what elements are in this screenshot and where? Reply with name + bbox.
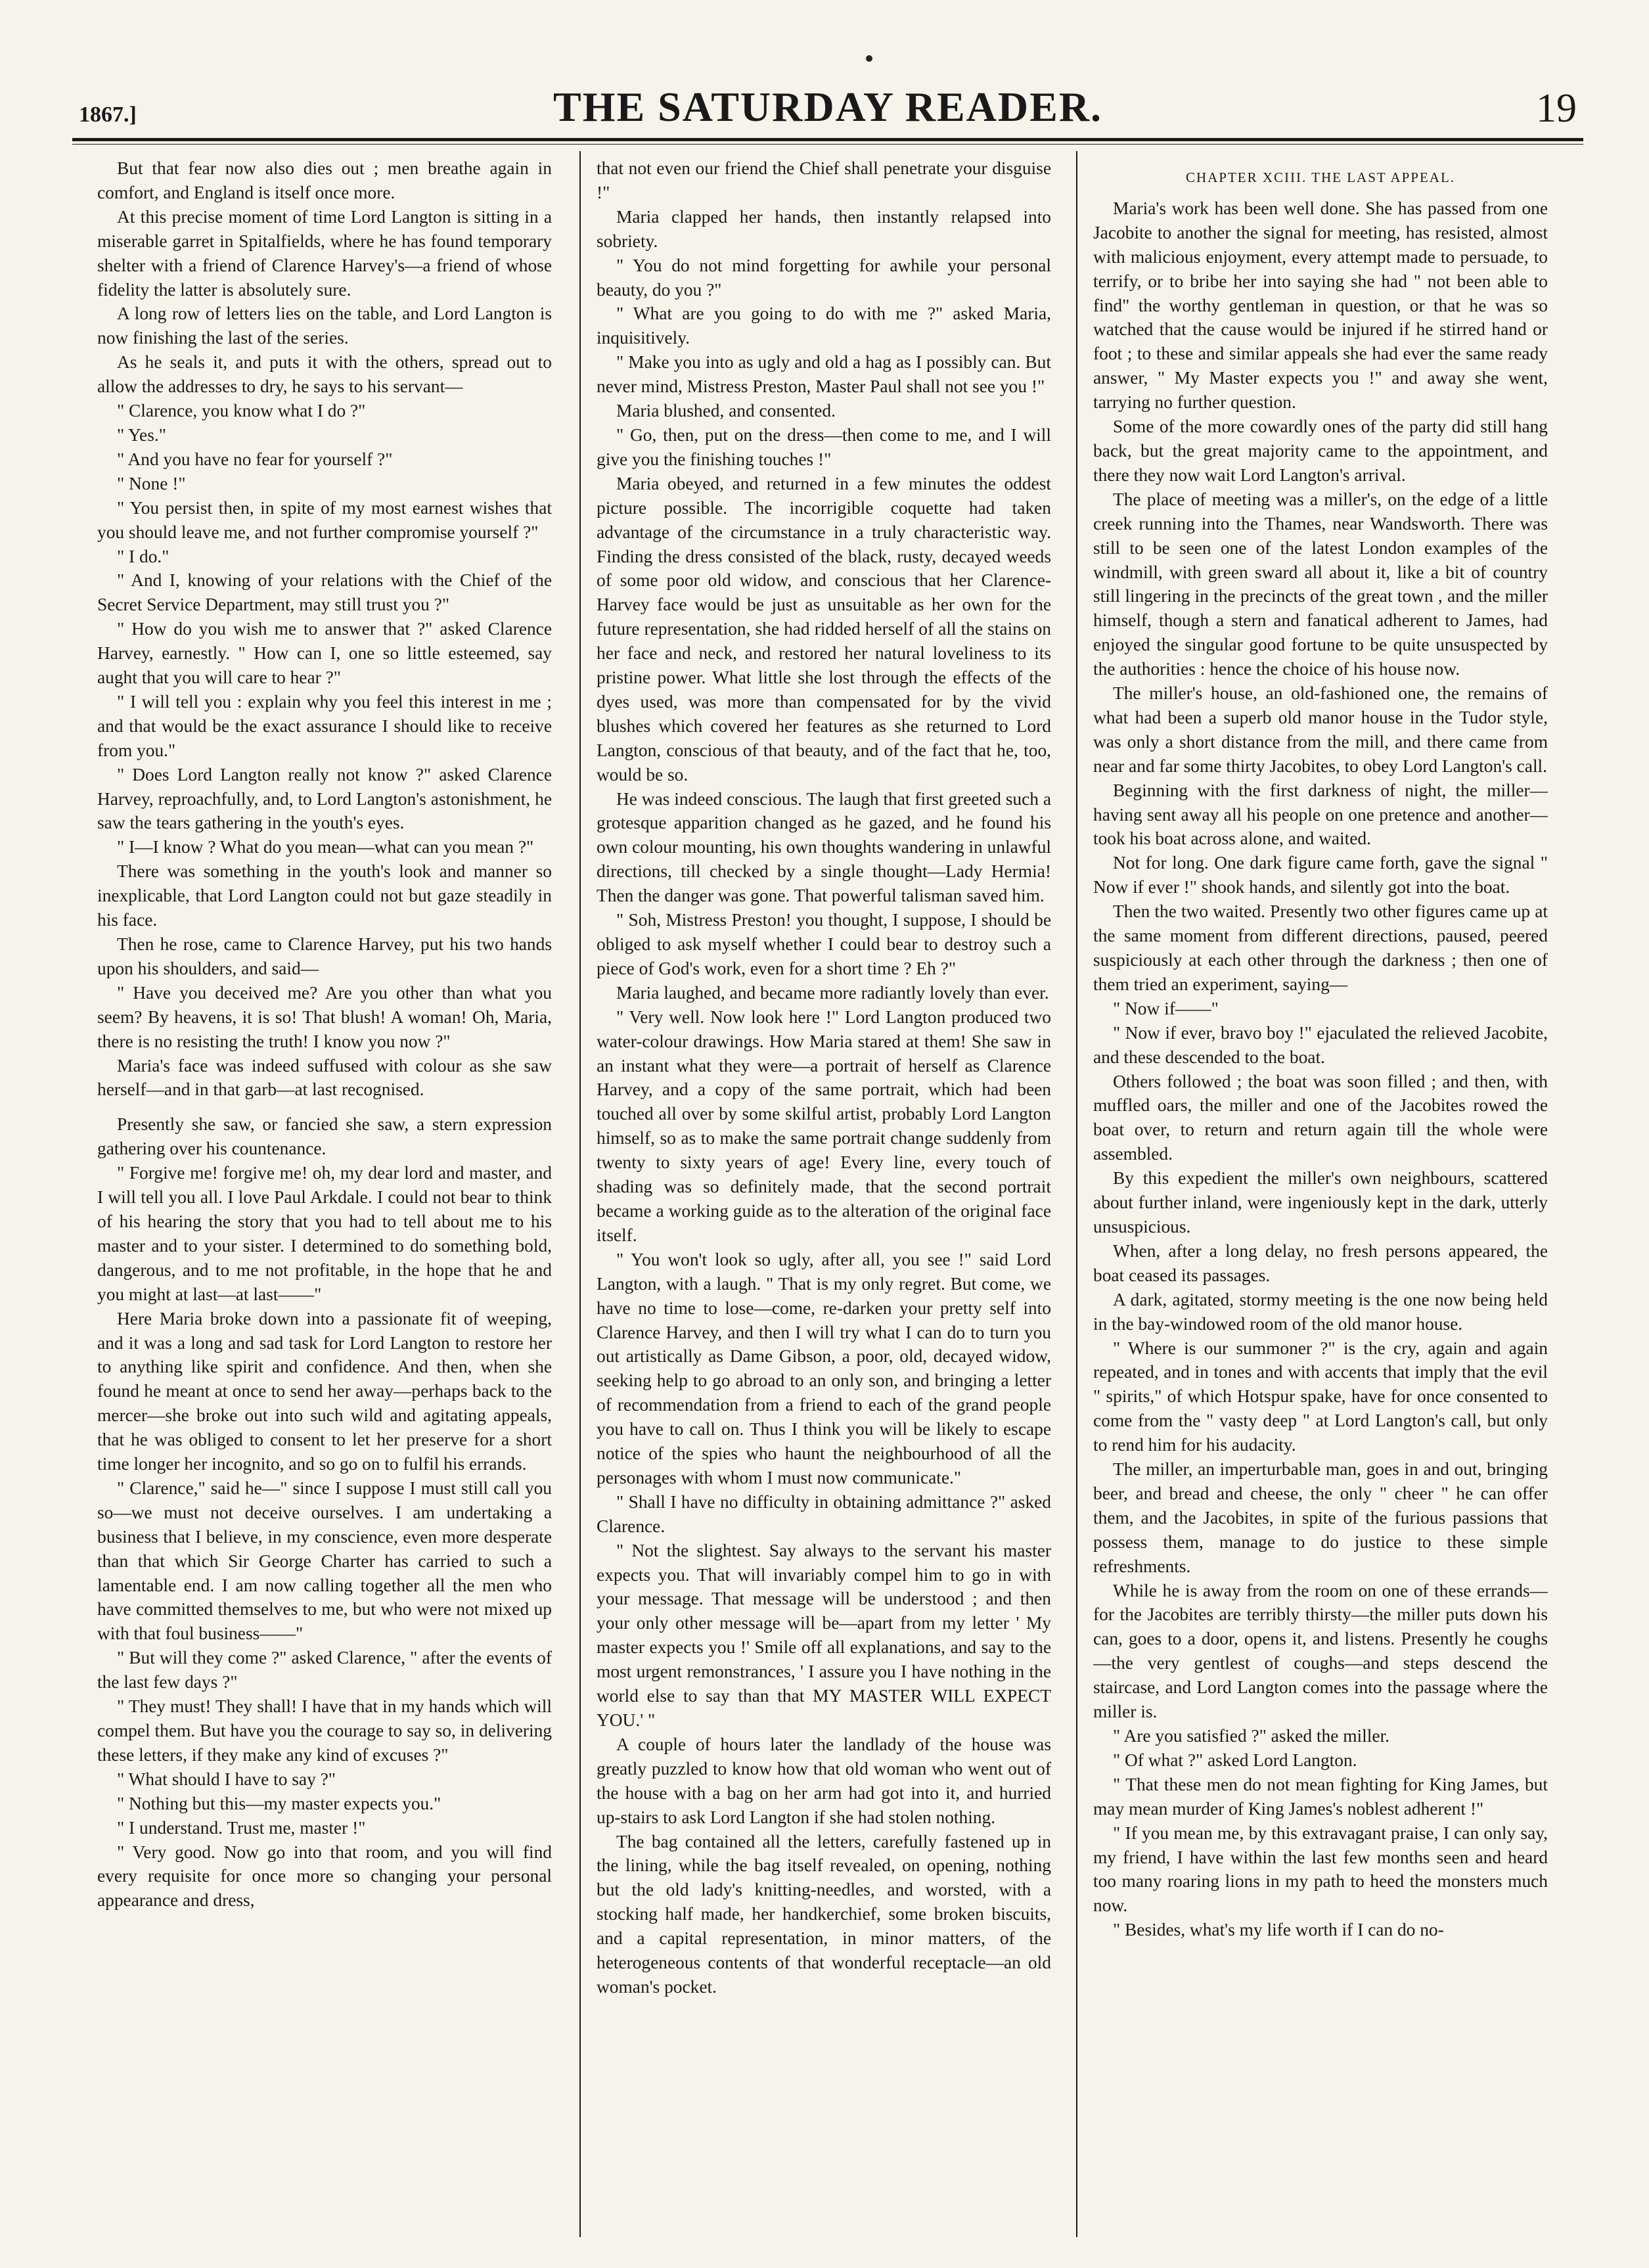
chapter-heading: CHAPTER XCIII. THE LAST APPEAL.: [1185, 170, 1456, 185]
paragraph: Maria's work has been well done. She has passed from one Jacobite to another the signal for meeting, has resisted, almost with malicious enjoyment, every attempt made to persuade, to terrify, or to bribe her into saying she had " not been able to find" the worthy gentleman in question, or that he was so watched that the cause would be injured if he stirred hand or foot ; to these and similar appeals she had ever the same ready answer, " My Master expects you !" and away she went, tarrying no further question.: [1093, 198, 1548, 413]
paragraph: Maria blushed, and consented.: [616, 401, 836, 421]
paragraph: " But will they come ?" asked Clarence, " after the events of the last few days ?": [97, 1648, 552, 1692]
paragraph: He was indeed conscious. The laugh that first greeted such a grotesque apparition changed as he gazed, and he found his own colour mounting, his own thoughts wandering in unlawful directions, till checked by a single thought—Lady Hermia! Then the danger was gone. That powerful talisman saved him.: [597, 788, 1051, 906]
paragraph: " You persist then, in spite of my most earnest wishes that you should leave me, and not further compromise yourself ?": [97, 497, 552, 542]
paragraph: " Besides, what's my life worth if I can do no-: [1113, 1920, 1444, 1940]
paragraph: " Very good. Now go into that room, and you will find every requisite for once more so changing your personal appearance and dress,: [97, 1842, 552, 1911]
paragraph: Presently she saw, or fancied she saw, a stern expression gathering over his countenance.: [97, 1114, 552, 1159]
paragraph: The miller's house, an old-fashioned one, the remains of what had been a superb old manor house in the Tudor style, was only a short distance from the mill, and there came from near and far some thirty Jacobites, to obey Lord Langton's call.: [1093, 683, 1548, 776]
paragraph: " Are you satisfied ?" asked the miller.: [1113, 1726, 1389, 1746]
header-rule: [72, 138, 1583, 141]
paragraph: Beginning with the first darkness of night, the miller—having sent away all his people on one pretence and another—took his boat across alone, and waited.: [1093, 780, 1548, 849]
paragraph: " Of what ?" asked Lord Langton.: [1113, 1750, 1357, 1770]
paragraph: At this precise moment of time Lord Langton is sitting in a miserable garret in Spitalfields, where he has found temporary shelter with a friend of Clarence Harvey's—a friend of whose fidelity the latter is absolutely sure.: [97, 206, 552, 300]
paragraph: " Yes.": [117, 424, 166, 445]
paragraph: " I will tell you : explain why you feel this interest in me ; and that would be the exact assurance I should like to receive from you.": [97, 691, 552, 760]
column-divider: [1076, 151, 1077, 2237]
paragraph: A couple of hours later the landlady of the house was greatly puzzled to know how that old woman who went out of the house with a bag on her arm had got into it, and hurried up-stairs to ask Lord Langton if she had stolen nothing.: [597, 1734, 1051, 1827]
paragraph: Then he rose, came to Clarence Harvey, put his two hands upon his shoulders, and said—: [97, 934, 552, 978]
paragraph: " Does Lord Langton really not know ?" asked Clarence Harvey, reproachfully, and, to Lord Langton's astonishment, he saw the tears gathering in the youth's eyes.: [97, 764, 552, 833]
paragraph: " What are you going to do with me ?" asked Maria, inquisitively.: [597, 304, 1051, 348]
paragraph: " I do.": [117, 546, 169, 566]
paragraph: " Soh, Mistress Preston! you thought, I suppose, I should be obliged to ask myself whether I could bear to destroy such a piece of God's work, even for a short time ? Eh ?": [597, 910, 1051, 978]
paragraph: " Not the slightest. Say always to the servant his master expects you. That will invariably compel him to go in with your message. That message will be understood ; and then your only other message will be—apart from my letter ' My master expects you !' Smile off all explanations, and say to the most urgent remonstrances, ' I assure you I have nothing in the world else to say than that MY MASTER WILL EXPECT YOU.' ": [597, 1540, 1051, 1730]
paragraph: Then the two waited. Presently two other figures came up at the same moment from different directions, paused, peered suspiciously at each other through the darkness ; then one of them tried an experiment, saying—: [1093, 901, 1548, 994]
ink-dot: [866, 55, 872, 62]
paragraph: " Now if ever, bravo boy !" ejaculated the relieved Jacobite, and these descended to the boat.: [1093, 1022, 1548, 1067]
paragraph: " That these men do not mean fighting for King James, but may mean murder of King James's noblest adherent !": [1093, 1774, 1548, 1819]
paragraph: " You won't look so ugly, after all, you see !" said Lord Langton, with a laugh. " That is my only regret. But come, we have no time to lose—come, re-darken your pretty self into Clarence Harvey, and then I will try what I can do to turn you out artistically as Dame Gibson, a poor, old, decayed widow, seeking help to go abroad to an only son, and bringing a letter of recommendation from a friend to each of the grand people you have to call on. Thus I think you will be likely to escape notice of the spies who haunt the neighbourhood of all the personages with whom I must now communicate.": [597, 1249, 1051, 1487]
paragraph: The bag contained all the letters, carefully fastened up in the lining, while the bag itself revealed, on opening, nothing but the old lady's knitting-needles, and worsted, with a stocking half made, her handkerchief, some broken biscuits, and a capital representation, in minor matters, of the heterogeneous contents of that wonderful receptacle—an old woman's pocket.: [597, 1831, 1051, 1997]
paragraph: A dark, agitated, stormy meeting is the one now being held in the bay-windowed room of the old manor house.: [1093, 1289, 1548, 1334]
paragraph: that not even our friend the Chief shall penetrate your disguise !": [597, 158, 1051, 202]
paragraph: Maria's face was indeed suffused with colour as she saw herself—and in that garb—at last recognised.: [97, 1055, 552, 1100]
masthead: [72, 83, 1583, 135]
paragraph: Some of the more cowardly ones of the party did still hang back, but the great majority came to the appointment, and there they now wait Lord Langton's arrival.: [1093, 417, 1548, 485]
column-3: [1093, 156, 1548, 2239]
paragraph: " And you have no fear for yourself ?": [117, 449, 393, 469]
paragraph: " Forgive me! forgive me! oh, my dear lord and master, and I will tell you all. I love Paul Arkdale. I could not bear to think of his hearing the story that you had to tell about me to his master and to your sister. I determined to do something bold, dangerous, and to me not profitable, in the hope that he and you might at last—at last——": [97, 1163, 552, 1304]
paragraph: " And I, knowing of your relations with the Chief of the Secret Service Department, may still trust you ?": [97, 570, 552, 615]
paragraph: " Clarence," said he—" since I suppose I must still call you so—we must not deceive ourselves. I am undertaking a business that I believe, in my conscience, even more desperate than that which Sir George Charter has carried to such a lamentable end. I am now calling together all the men who have committed themselves to me, but who were not mixed up with that foul business——": [97, 1478, 552, 1644]
paragraph: As he seals it, and puts it with the others, spread out to allow the addresses to dry, he says to his servant—: [97, 352, 552, 397]
paragraph: " Go, then, put on the dress—then come to me, and I will give you the finishing touches !": [597, 424, 1051, 469]
column-divider: [579, 151, 581, 2237]
paragraph: " Very well. Now look here !" Lord Langton produced two water-colour drawings. How Maria stared at them! She saw in an instant what they were—a portrait of herself as Clarence Harvey, and a copy of the same portrait, which had been touched all over by some skilful artist, probably Lord Langton himself, so as to make the same portrait change suddenly from twenty to sixty years of age! Every line, every touch of shading was so definitely made, that the second portrait became a working guide as to the alteration of the original face itself.: [597, 1007, 1051, 1245]
paragraph: When, after a long delay, no fresh persons appeared, the boat ceased its passages.: [1093, 1240, 1548, 1285]
header-rule-thin: [72, 144, 1583, 145]
paragraph: Others followed ; the boat was soon filled ; and then, with muffled oars, the miller and one of the Jacobites rowed the boat over, to return and return again till the whole were assembled.: [1093, 1071, 1548, 1164]
paragraph: " If you mean me, by this extravagant praise, I can only say, my friend, I have within the last few months seen and heard too many roaring lions in my path to heed the monsters much now.: [1093, 1823, 1548, 1916]
issue-year: 1867.]: [79, 102, 137, 127]
column-1: [97, 156, 552, 2239]
paragraph: Here Maria broke down into a passionate fit of weeping, and it was a long and sad task for Lord Langton to restore her to anything like spirit and confidence. And then, when she found he meant at once to send her away—perhaps back to the mercer—she broke out into such wild and agitating appeals, that he was obliged to consent to let her preserve for a short time longer her incognito, and so go on to fulfil his errands.: [97, 1308, 552, 1474]
paragraph: " Shall I have no difficulty in obtaining admittance ?" asked Clarence.: [597, 1491, 1051, 1536]
paragraph: " What should I have to say ?": [117, 1769, 336, 1789]
paragraph: A long row of letters lies on the table, and Lord Langton is now finishing the last of the series.: [97, 304, 552, 348]
page-number: 19: [1536, 86, 1577, 131]
paragraph: " None !": [117, 473, 186, 493]
paragraph: " Have you deceived me? Are you other than what you seem? By heavens, it is so! That blush! A woman! Oh, Maria, there is no resisting the truth! I know you now ?": [97, 982, 552, 1051]
paragraph: " They must! They shall! I have that in my hands which will compel them. But have you the courage to say so, in delivering these letters, if they make any kind of excuses ?": [97, 1696, 552, 1765]
paragraph: " Where is our summoner ?" is the cry, again and again repeated, and in tones and with accents that imply that the evil " spirits," of which Hotspur spake, have for once consented to come from the " vasty deep " at Lord Langton's call, but only to rend him for his audacity.: [1093, 1338, 1548, 1455]
paragraph: The place of meeting was a miller's, on the edge of a little creek running into the Thames, near Wandsworth. There was still to be seen one of the latest London examples of the windmill, with green sward all about it, like a bit of country still lingering in the precincts of the great town , and the miller himself, though a stern and fanatical adherent to James, had enjoyed the singular good fortune to be quite unsuspected by the authorities : hence the choice of his house now.: [1093, 489, 1548, 679]
paragraph: " I understand. Trust me, master !": [117, 1817, 366, 1838]
paragraph: " Clarence, you know what I do ?": [117, 401, 366, 421]
paragraph: " Now if——": [1113, 998, 1219, 1018]
paragraph: There was something in the youth's look and manner so inexplicable, that Lord Langton could not but gaze steadily in his face.: [97, 861, 552, 930]
paragraph: " I—I know ? What do you mean—what can you mean ?": [117, 837, 534, 857]
paragraph: Maria obeyed, and returned in a few minutes the oddest picture possible. The incorrigible coquette had taken advantage of the circumstance in a truly characteristic way. Finding the dress consisted of the black, rusty, decayed weeds of some poor old widow, and conscious that her Clarence-Harvey face would be just as unsuitable as her own for the future representation, she had ridded herself of all the stains on her face and neck, and restored her natural loveliness to its pristine power. What little she lost through the effects of the dyes used, was more than compensated for by the vivid blushes which covered her features as she returned to Lord Langton, conscious of that beauty, and of the fact that he, too, would be so.: [597, 473, 1051, 784]
paragraph: But that fear now also dies out ; men breathe again in comfort, and England is itself once more.: [97, 158, 552, 202]
paragraph: " Make you into as ugly and old a hag as I possibly can. But never mind, Mistress Preston, Master Paul shall not see you !": [597, 352, 1051, 397]
paragraph: The miller, an imperturbable man, goes in and out, bringing beer, and bread and cheese, the only " cheer " he can offer them, and the Jacobites, in spite of the furious passions that possess them, manage to do justice to these simple refreshments.: [1093, 1459, 1548, 1576]
paragraph: " How do you wish me to answer that ?" asked Clarence Harvey, earnestly. " How can I, one so little esteemed, say aught that you will care to hear ?": [97, 619, 552, 688]
paragraph: Maria clapped her hands, then instantly relapsed into sobriety.: [597, 206, 1051, 251]
paragraph: " Nothing but this—my master expects you.": [117, 1793, 441, 1813]
column-2: [597, 156, 1051, 2239]
paragraph: Maria laughed, and became more radiantly lovely than ever.: [616, 982, 1049, 1003]
paragraph: While he is away from the room on one of these errands—for the Jacobites are terribly thirsty—the miller puts down his can, goes to a door, opens it, and listens. Presently he coughs —the very gentlest of coughs—and steps descend the staircase, and Lord Langton comes into the passage where the miller is.: [1093, 1580, 1548, 1722]
paragraph: By this expedient the miller's own neighbours, scattered about further inland, were ingeniously kept in the dark, utterly unsuspicious.: [1093, 1168, 1548, 1236]
paragraph: " You do not mind forgetting for awhile your personal beauty, do you ?": [597, 255, 1051, 300]
publication-title: THE SATURDAY READER.: [553, 83, 1102, 130]
paragraph: Not for long. One dark figure came forth, gave the signal " Now if ever !" shook hands, and silently got into the boat.: [1093, 853, 1548, 897]
